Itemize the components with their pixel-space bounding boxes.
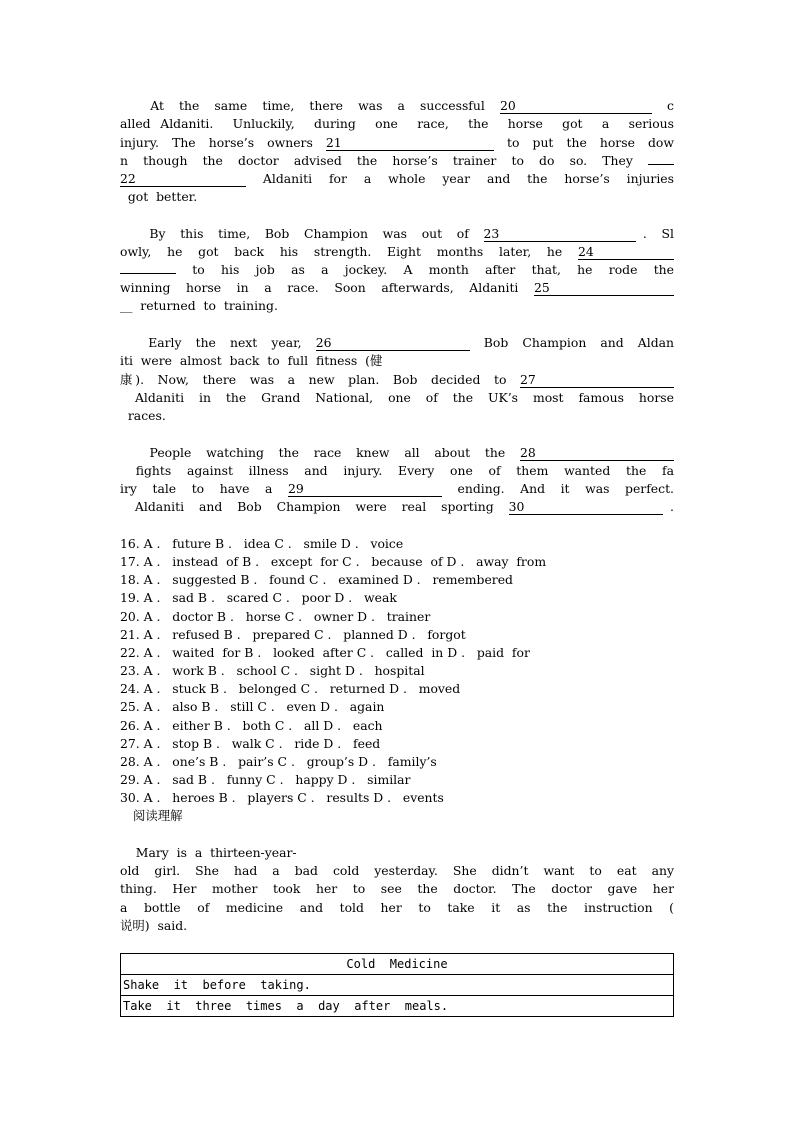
text-run: Aldaniti for a whole year and the horse’s injuries xyxy=(246,171,674,186)
option-line: 24. A . stuck B . belonged C . returned D . moved xyxy=(120,681,461,696)
blank-22: 22 xyxy=(120,171,246,187)
option-line: 19. A . sad B . scared C . poor D . weak xyxy=(120,590,397,605)
text-run: . Sl xyxy=(635,226,674,241)
blank-30: 30 xyxy=(509,499,663,515)
option-line: 22. A . waited for B . looked after C . called in D . paid for xyxy=(120,645,530,660)
text-run: At the same time, there was a successful xyxy=(120,98,500,113)
passage-line xyxy=(120,480,674,498)
table-cell: Shake it before taking. xyxy=(121,975,674,996)
table-row xyxy=(121,954,674,975)
passage-line xyxy=(120,170,674,188)
option-line: 25. A . also B . still C . even D . again xyxy=(120,699,385,714)
text-run: Aldaniti and Bob Champion were real sporting xyxy=(120,499,509,514)
blank-27: 27 xyxy=(520,372,674,388)
passage-line xyxy=(120,261,674,279)
option-line: 16. A . future B . idea C . smile D . voice xyxy=(120,536,404,551)
text-run: Bob Champion and Aldan xyxy=(469,335,675,350)
reading-line: Mary is a thirteen-year- xyxy=(120,845,297,860)
reading-line: a bottle of medicine and told her to take it as the instruction ( xyxy=(120,900,674,915)
text-run: c xyxy=(651,98,674,113)
blank-26: 26 xyxy=(316,335,470,351)
passage-line xyxy=(120,498,674,516)
table-row xyxy=(121,996,674,1017)
text-run: Early the next year, xyxy=(120,335,316,350)
text-run: ending. And it was perfect. xyxy=(441,481,674,496)
blank-29: 29 xyxy=(288,481,442,497)
text-run: injury. The horse’s owners xyxy=(120,135,326,150)
text-run: to put the horse dow xyxy=(493,135,674,150)
text-run: By this time, Bob Champion was out of xyxy=(120,226,484,241)
option-line: 30. A . heroes B . players C . results D . events xyxy=(120,790,444,805)
option-line: 23. A . work B . school C . sight D . hospital xyxy=(120,663,425,678)
table-cell: Take it three times a day after meals. xyxy=(121,996,674,1017)
passage-line: iti were almost back to full fitness (健 xyxy=(120,353,383,368)
option-line: 17. A . instead of B . except for C . because of D . away from xyxy=(120,554,547,569)
passage-line xyxy=(120,444,674,462)
blank-28: 28 xyxy=(520,445,674,461)
blank-23: 23 xyxy=(484,226,636,242)
table-title-cell: Cold Medicine xyxy=(121,954,674,975)
blank-21: 21 xyxy=(326,135,494,151)
blank-24: 24 xyxy=(578,244,674,260)
passage-line xyxy=(120,334,674,352)
passage-line xyxy=(120,134,674,152)
passage-line xyxy=(120,97,674,115)
passage-line xyxy=(120,152,674,170)
text-run: . xyxy=(662,499,674,514)
blank-20: 20 xyxy=(500,98,652,114)
passage-line xyxy=(120,225,674,243)
option-line: 29. A . sad B . funny C . happy D . similar xyxy=(120,772,411,787)
passage-line: got better. xyxy=(120,189,198,204)
option-line: 18. A . suggested B . found C . examined D . remembered xyxy=(120,572,513,587)
text-run: winning horse in a race. Soon afterwards, Aldaniti xyxy=(120,280,534,295)
section-title: 阅读理解 xyxy=(133,808,183,823)
medicine-table xyxy=(120,953,674,1017)
blank-24-end xyxy=(120,273,176,274)
passage-line xyxy=(120,371,674,389)
option-line: 28. A . one’s B . pair’s C . group’s D . family’s xyxy=(120,754,437,769)
option-line: 27. A . stop B . walk C . ride D . feed xyxy=(120,736,381,751)
text-run: 康). Now, there was a new plan. Bob decided to xyxy=(120,372,520,387)
text-run: n though the doctor advised the horse’s trainer to do so. They xyxy=(120,153,648,168)
option-line: 20. A . doctor B . horse C . owner D . trainer xyxy=(120,609,431,624)
text-run: iry tale to have a xyxy=(120,481,288,496)
text-run: owly, he got back his strength. Eight months later, he xyxy=(120,244,578,259)
reading-line: old girl. She had a bad cold yesterday. She didn’t want to eat any xyxy=(120,863,674,878)
blank-22-start xyxy=(648,164,674,165)
text-run: People watching the race knew all about the xyxy=(120,445,520,460)
passage-line: Aldaniti in the Grand National, one of the UK’s most famous horse xyxy=(120,390,674,405)
table-row xyxy=(121,975,674,996)
passage-line xyxy=(120,279,674,297)
reading-line: 说明) said. xyxy=(120,918,188,933)
option-line: 21. A . refused B . prepared C . planned D . forgot xyxy=(120,627,466,642)
blank-25: 25 xyxy=(534,280,674,296)
passage-line: races. xyxy=(120,408,166,423)
passage-line xyxy=(120,243,674,261)
option-line: 26. A . either B . both C . all D . each xyxy=(120,718,383,733)
passage-line: alled Aldaniti. Unluckily, during one race, the horse got a serious xyxy=(120,116,674,131)
reading-line: thing. Her mother took her to see the doctor. The doctor gave her xyxy=(120,881,674,896)
passage-line: fights against illness and injury. Every one of them wanted the fa xyxy=(120,463,674,478)
passage-line: __ returned to training. xyxy=(120,298,278,313)
text-run: to his job as a jockey. A month after that, he rode the xyxy=(176,262,674,277)
